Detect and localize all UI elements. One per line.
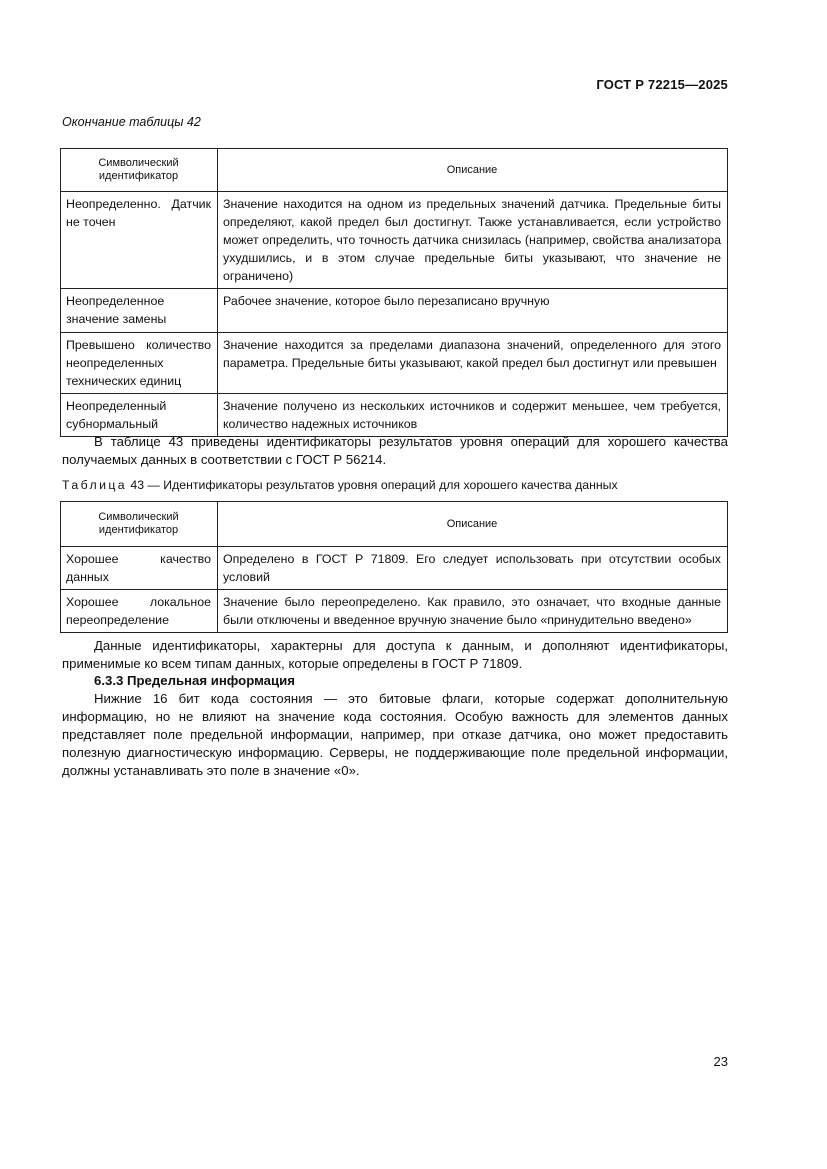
row-identifier: Хорошее локальное переопределение	[61, 590, 218, 633]
row-description: Значение находится на одном из предельных значений датчика. Предельные биты определяют, какой предел был достигнут. Также устанавливается, если устройство может определить, что точность датчика снизилась (например, свойства анализатора ухудшились, и в этом случае предельные биты указывают, что значение не ограничено)	[218, 192, 728, 289]
section-title: 6.3.3 Предельная информация	[94, 673, 295, 688]
column-header-identifier: Символический идентификатор	[61, 149, 218, 192]
paragraph-intro-table-43	[62, 433, 728, 469]
table-row	[61, 394, 728, 437]
page-number: 23	[713, 1054, 728, 1069]
caption-text: 43 — Идентификаторы результатов уровня операций для хорошего качества данных	[127, 478, 618, 492]
table-43	[60, 501, 728, 633]
row-identifier: Неопределенно. Датчик не точен	[61, 192, 218, 289]
table-continuation-label: Окончание таблицы 42	[62, 115, 201, 129]
table-row	[61, 590, 728, 633]
table-row	[61, 192, 728, 289]
row-description: Значение находится за пределами диапазона значений, определенного для этого параметра. Предельные биты указывают, какой предел был достигнут или превышен	[218, 333, 728, 394]
row-identifier: Хорошее качество данных	[61, 547, 218, 590]
table-header-row	[61, 149, 728, 192]
row-identifier: Превышено количество неопределенных технических единиц	[61, 333, 218, 394]
table-row	[61, 333, 728, 394]
table-43-caption	[62, 478, 618, 492]
row-description: Определено в ГОСТ Р 71809. Его следует использовать при отсутствии особых условий	[218, 547, 728, 590]
row-description: Значение получено из нескольких источников и содержит меньшее, чем требуется, количество надежных источников	[218, 394, 728, 437]
caption-label: Таблица	[62, 478, 128, 492]
column-header-description: Описание	[218, 149, 728, 192]
paragraph-text: В таблице 43 приведены идентификаторы результатов уровня операций для хорошего качества получаемых данных в соответствии с ГОСТ Р 56214.	[62, 434, 728, 467]
row-identifier: Неопределенный субнормальный	[61, 394, 218, 437]
row-description: Значение было переопределено. Как правило, это означает, что входные данные были отключены и введенное вручную значение было «принудительно введено»	[218, 590, 728, 633]
row-identifier: Неопределенное значение замены	[61, 289, 218, 333]
paragraph-identifiers-note	[62, 637, 728, 673]
paragraph-text: Данные идентификаторы, характерны для доступа к данным, и дополняют идентификаторы, применимые ко всем типам данных, которые определены в ГОСТ Р 71809.	[62, 638, 728, 671]
table-row	[61, 547, 728, 590]
paragraph-text: Нижние 16 бит кода состояния — это битовые флаги, которые содержат дополнительную информацию, но не влияют на значение кода состояния. Особую важность для элементов данных представляет поле предельной информации, например, при отказе датчика, оно может предоставить полезную диагностическую информацию. Серверы, не поддерживающие поле предельной информации, должны устанавливать это поле в значение «0».	[62, 691, 728, 778]
row-description: Рабочее значение, которое было перезаписано вручную	[218, 289, 728, 333]
section-body	[62, 690, 728, 780]
column-header-description: Описание	[218, 502, 728, 547]
document-header: ГОСТ Р 72215—2025	[596, 77, 728, 92]
table-row	[61, 289, 728, 333]
table-header-row	[61, 502, 728, 547]
column-header-identifier: Символический идентификатор	[61, 502, 218, 547]
table-42	[60, 148, 728, 437]
